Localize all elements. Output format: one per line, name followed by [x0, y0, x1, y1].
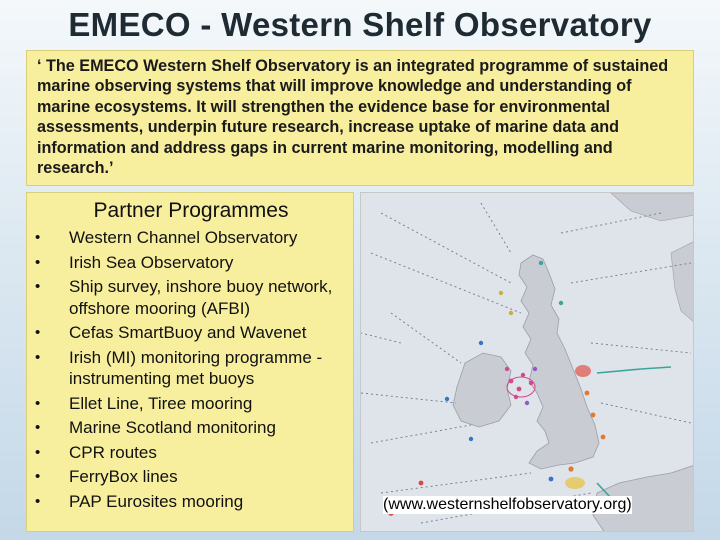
- slide-title: EMECO - Western Shelf Observatory: [68, 6, 652, 43]
- bullet-icon: •: [35, 229, 41, 246]
- bullet-icon: •: [35, 492, 41, 510]
- partner-programmes-box: [26, 192, 354, 532]
- bullet-icon: •: [35, 419, 41, 436]
- list-item: • Ellet Line, Tiree mooring: [35, 393, 253, 413]
- bullet-icon: •: [35, 394, 41, 412]
- bullet-icon: •: [35, 253, 41, 271]
- bullet-icon: •: [35, 443, 41, 461]
- observatory-map: [360, 192, 694, 532]
- website-url-label: (www.westernshelfobservatory.org): [383, 496, 632, 513]
- map-graphic: [361, 193, 694, 532]
- partners-list: [33, 227, 351, 515]
- bullet-icon: •: [35, 324, 41, 341]
- list-item: • PAP Eurosites mooring: [35, 491, 244, 511]
- list-item: • CPR routes: [35, 442, 157, 462]
- list-item: • Marine Scotland monitoring: [35, 418, 276, 437]
- list-item: • Cefas SmartBuoy and Wavenet: [35, 323, 307, 342]
- list-item: • Ship survey, inshore buoy network, offshore mooring (AFBI): [35, 277, 333, 318]
- bullet-icon: •: [35, 468, 41, 485]
- partners-heading: Partner Programmes: [93, 199, 289, 222]
- list-item: • Irish (MI) monitoring programme - instrumenting met buoys: [35, 347, 323, 388]
- quote-box: [26, 50, 694, 186]
- list-item: • Irish Sea Observatory: [35, 252, 234, 272]
- list-item: • FerryBox lines: [35, 467, 178, 486]
- quote-text: ‘ The EMECO Western Shelf Observatory is an integrated programme of sustained marine observing systems that will improve knowledge and understanding of marine ecosystems. It will strengthen the evidence base for environmental assessments, underpin future research, increase uptake of marine data and information and address gaps in current marine monitoring, modelling and research.’: [37, 57, 669, 178]
- bullet-icon: •: [35, 348, 41, 366]
- bullet-icon: •: [35, 278, 41, 295]
- list-item: • Western Channel Observatory: [35, 228, 298, 247]
